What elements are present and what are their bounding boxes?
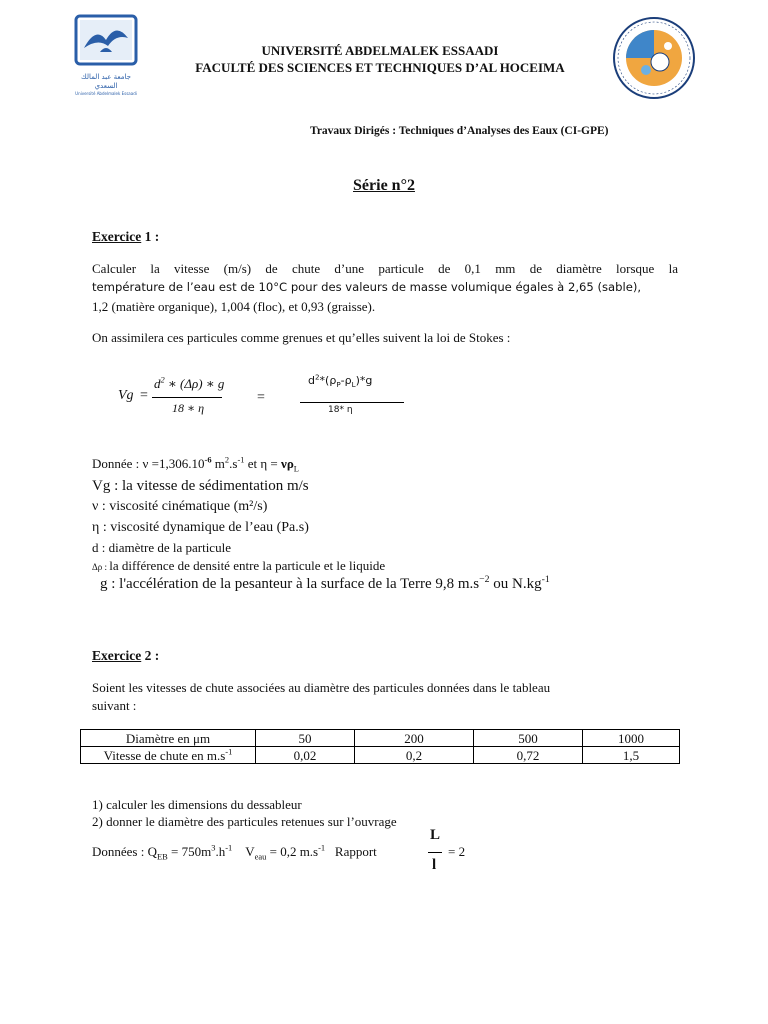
def-vg: Vg : la vitesse de sédimentation m/s	[92, 478, 309, 494]
formula-denominator-1: 18 ∗ η	[172, 401, 205, 415]
formula-equals-2: =	[257, 390, 265, 405]
def-drho: Δρ : la différence de densité entre la particule et le liquide	[92, 558, 386, 573]
formula-numerator-1: $d^2$ ∗ (Δρ) ∗ g	[154, 374, 225, 391]
table-header-diameter: Diamètre en μm	[81, 730, 256, 747]
def-eta: η : viscosité dynamique de l’eau (Pa.s)	[92, 520, 309, 535]
faculty-seal-icon	[612, 16, 696, 100]
question-1: 1) calculer les dimensions du dessableur	[92, 797, 302, 812]
table-row	[81, 730, 680, 747]
faculty-seal	[612, 16, 696, 100]
logo-arabic-text: جامعة عبد المالك السعدي	[80, 73, 132, 90]
ratio-denominator: l	[432, 857, 437, 873]
table-cell: 0,2	[355, 747, 474, 764]
ex2-line-2: suivant :	[92, 698, 137, 713]
exercise-1-number: 1	[144, 229, 152, 244]
exercise-2-word: Exercice	[92, 648, 142, 663]
faculty-name: FACULTÉ DES SCIENCES ET TECHNIQUES D’AL HOCEIMA	[195, 60, 565, 75]
table-cell: 200	[355, 730, 474, 747]
exercise-1-word: Exercice	[92, 229, 142, 244]
def-nu: ν : viscosité cinématique (m²/s)	[92, 499, 268, 514]
exercise-2-heading	[92, 648, 159, 664]
ex1-line-1: Calculer la vitesse (m/s) de chute d’une particule de 0,1 mm de diamètre lorsque la	[92, 261, 678, 276]
course-title: Travaux Dirigés : Techniques d’Analyses des Eaux (CI-GPE)	[310, 125, 609, 137]
exercise-1-heading	[92, 229, 159, 245]
logo-latin-text: Université Abdelmalek Essaadi	[75, 91, 137, 96]
table-header-speed: Vitesse de chute en $m.s^{-1}$	[81, 747, 256, 764]
ex1-line-2: température de l’eau est de 10°C pour des valeurs de masse volumique égales à 2,65 (sable),	[92, 280, 642, 294]
university-name: UNIVERSITÉ ABDELMALEK ESSAADI	[261, 43, 499, 58]
table-row	[81, 747, 680, 764]
formula-fraction-line-2	[300, 402, 404, 403]
stokes-formula	[100, 372, 430, 432]
ratio-fraction-line	[428, 852, 442, 853]
series-title: Série n°2	[353, 177, 415, 194]
table-cell: 500	[474, 730, 583, 747]
ex2-data: Données : $Q_{EB} = 750m^3.h^{-1}$ $V_{eau} = 0,2$ $m.s^{-1}$ Rapport	[92, 842, 377, 862]
question-2: 2) donner le diamètre des particules retenues sur l’ouvrage	[92, 814, 397, 829]
exercise-2-number: 2	[144, 648, 152, 663]
table-cell: 1,5	[583, 747, 680, 764]
stokes-intro: On assimilera ces particules comme grenues et qu’elles suivent la loi de Stokes :	[92, 330, 511, 345]
formula-lhs: Vg	[118, 388, 134, 403]
ex1-line-3: 1,2 (matière organique), 1,004 (floc), et 0,93 (graisse).	[92, 299, 376, 314]
formula-equals-1: =	[140, 388, 148, 403]
table-cell: 1000	[583, 730, 680, 747]
speed-table	[80, 729, 680, 764]
table-cell: 0,02	[256, 747, 355, 764]
table-cell: 50	[256, 730, 355, 747]
ratio-value: = 2	[448, 844, 466, 859]
ex1-given: Donnée : $\nu =1,306.10^{-6}$ $m^2.s^{-1}$ et $\eta = \nu\rho_L$	[92, 454, 299, 474]
ex2-line-1: Soient les vitesses de chute associées au diamètre des particules données dans le tableau	[92, 680, 551, 695]
exercise-2-paragraph	[92, 679, 678, 715]
def-d: d : diamètre de la particule	[92, 540, 231, 555]
university-logo	[70, 12, 142, 96]
bird-emblem-icon	[70, 12, 142, 68]
table-cell: 0,72	[474, 747, 583, 764]
formula-numerator-2: $d^2*(\rho_P-\rho_L)*g$	[308, 372, 373, 390]
ratio-numerator: L	[430, 827, 441, 843]
formula-denominator-2: 18* η	[328, 405, 353, 415]
def-g: g : l'accélération de la pesanteur à la surface de la Terre 9,8 $m.s^{-2}$ ou $N.kg^{-1}$	[100, 574, 550, 592]
exercise-1-colon: :	[151, 229, 160, 244]
formula-fraction-line-1	[152, 397, 222, 398]
exercise-1-paragraph	[92, 259, 678, 316]
exercise-2-colon: :	[151, 648, 160, 663]
